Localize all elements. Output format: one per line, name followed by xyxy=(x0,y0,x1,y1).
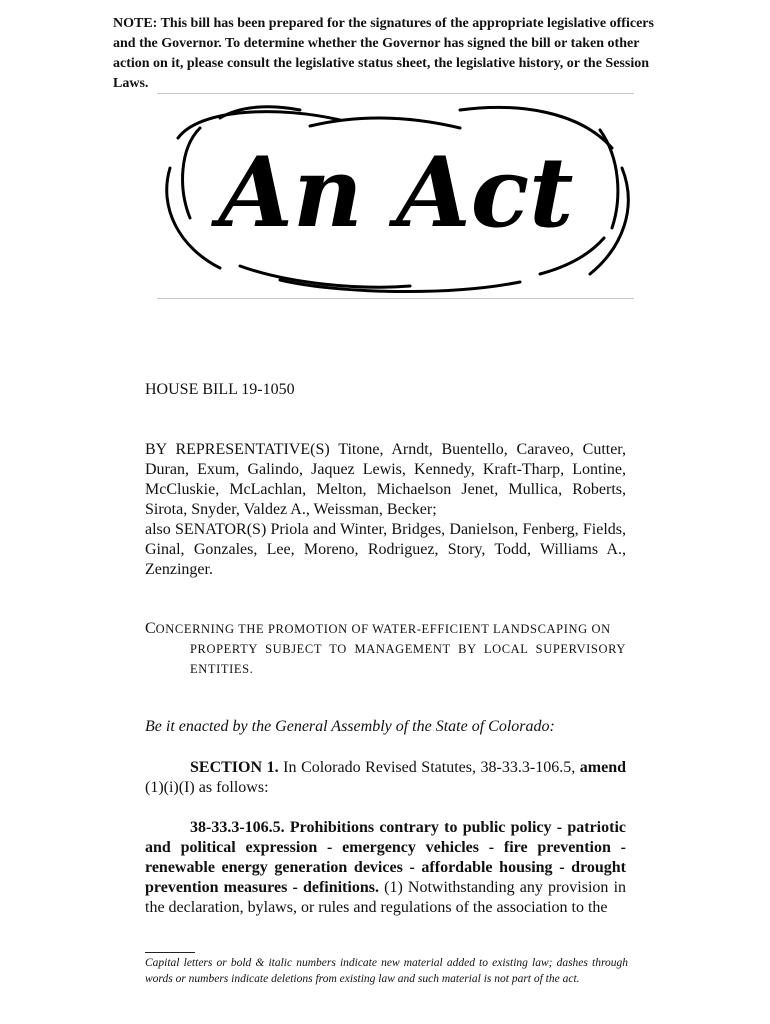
note-banner: NOTE: This bill has been prepared for the signatures of the appropriate legislative officers and the Governor. To determine whether the Governor has signed the bill or taken other action on it, please consult the legislative status sheet, the legislative history, or the Session Laws. xyxy=(113,16,654,91)
statute-text xyxy=(145,818,626,918)
divider-top xyxy=(157,93,634,94)
title-line1: ONCERNING THE PROMOTION OF WATER-EFFICIENT LANDSCAPING ON xyxy=(155,622,611,636)
senators-list: also SENATOR(S) Priola and Winter, Bridges, Danielson, Fenberg, Fields, Ginal, Gonzales, Lee, Moreno, Rodriguez, Story, Todd, Williams A., Zenzinger. xyxy=(145,521,626,578)
enacting-clause: Be it enacted by the General Assembly of the State of Colorado: xyxy=(145,718,555,735)
bill-title xyxy=(145,619,626,679)
footnote: Capital letters or bold & italic numbers indicate new material added to existing law; dashes through words or numbers indicate deletions from existing law and such material is not part of the act. xyxy=(145,957,628,985)
title-first-letter: C xyxy=(145,620,156,637)
sponsors xyxy=(145,440,626,580)
statute-body: (1) Notwithstanding any provision in the declaration, bylaws, or rules and regulations of the association to the xyxy=(145,879,627,916)
section-1 xyxy=(145,758,626,798)
section-1-text-after: (1)(i)(I) as follows: xyxy=(145,779,269,796)
statute-heading: 38-33.3-106.5. Prohibitions contrary to public policy - patriotic and political expression - emergency vehicles - fire prevention - renewable energy generation devices - affordable housing - drought prevention measures - definitions. xyxy=(145,819,626,896)
logo-text: An Act xyxy=(218,136,574,249)
divider-bottom xyxy=(157,298,634,299)
section-1-amend: amend xyxy=(579,759,627,776)
footnote-rule xyxy=(145,952,195,953)
an-act-ornamental-logo-icon xyxy=(160,98,632,296)
section-1-text-before: In Colorado Revised Statutes, 38-33.3-106.5, xyxy=(283,759,576,776)
title-continuation: PROPERTY SUBJECT TO MANAGEMENT BY LOCAL SUPERVISORY ENTITIES. xyxy=(190,642,626,676)
bill-number: HOUSE BILL 19-1050 xyxy=(145,381,295,398)
an-act-logo xyxy=(160,98,632,296)
section-1-label: SECTION 1. xyxy=(190,759,279,776)
representatives-list: BY REPRESENTATIVE(S) Titone, Arndt, Buentello, Caraveo, Cutter, Duran, Exum, Galindo, Jaquez Lewis, Kennedy, Kraft-Tharp, Lontine, McCluskie, McLachlan, Melton, Michaelson Jenet, Mullica, Roberts, Sirota, Snyder, Valdez A., Weissman, Becker; xyxy=(145,441,626,518)
